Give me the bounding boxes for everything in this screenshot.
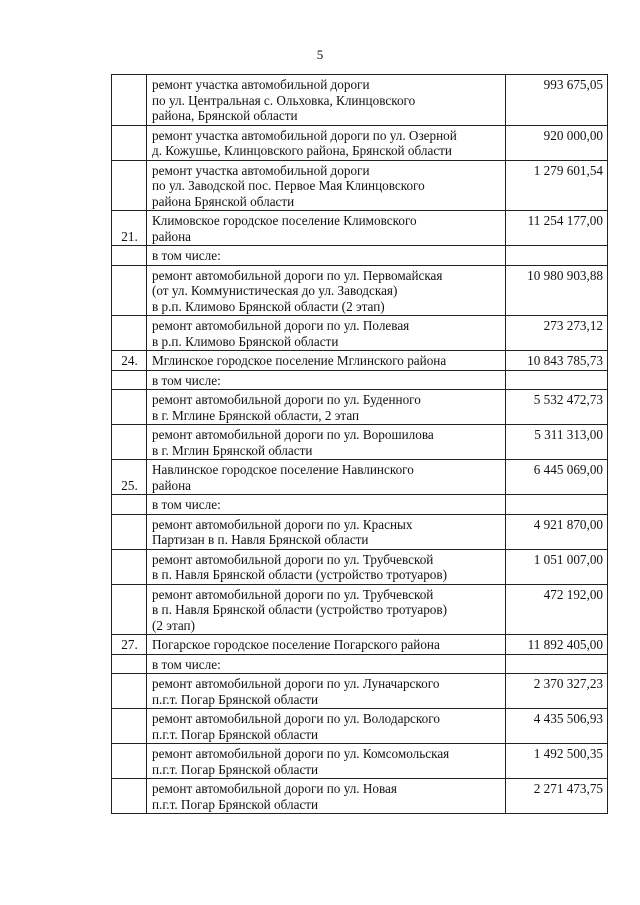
row-amount: 11 892 405,00 <box>506 635 608 655</box>
description-line: в том числе: <box>152 372 221 388</box>
description-line: Климовское городское поселение Климовского <box>152 213 417 228</box>
row-number <box>112 549 147 584</box>
row-amount: 2 271 473,75 <box>506 779 608 814</box>
row-description <box>147 709 506 744</box>
description-line: в п. Навля Брянской области (устройство тротуаров) <box>152 567 448 582</box>
row-number <box>112 246 147 266</box>
row-amount: 472 192,00 <box>506 584 608 635</box>
description-line: ремонт автомобильной дороги по ул. Новая <box>152 781 397 796</box>
table-row <box>112 674 608 709</box>
row-number <box>112 316 147 351</box>
description-line: в р.п. Климово Брянской области <box>152 333 339 349</box>
table-row <box>112 316 608 351</box>
row-description <box>147 514 506 549</box>
description-line: д. Кожушье, Клинцовского района, Брянской области <box>152 143 452 158</box>
row-amount <box>506 246 608 266</box>
table-row <box>112 514 608 549</box>
description-line: п.г.т. Погар Брянской области <box>152 726 319 742</box>
row-number: 27. <box>112 635 147 655</box>
description-line: ремонт участка автомобильной дороги <box>152 77 370 92</box>
row-description <box>147 75 506 126</box>
row-number <box>112 514 147 549</box>
row-amount: 1 492 500,35 <box>506 744 608 779</box>
row-amount <box>506 495 608 515</box>
table-row <box>112 125 608 160</box>
table-row <box>112 549 608 584</box>
description-line: района <box>152 477 192 493</box>
description-line: Навлинское городское поселение Навлинского <box>152 462 414 477</box>
row-number <box>112 425 147 460</box>
description-line: Партизан в п. Навля Брянской области <box>152 532 369 547</box>
description-line: ремонт автомобильной дороги по ул. Ворошилова <box>152 427 434 442</box>
description-line: района <box>152 228 192 244</box>
row-description <box>147 316 506 351</box>
description-line: ремонт автомобильной дороги по ул. Красных <box>152 516 413 532</box>
row-description <box>147 160 506 211</box>
row-number <box>112 265 147 316</box>
row-amount: 273 273,12 <box>506 316 608 351</box>
row-description <box>147 744 506 779</box>
row-amount: 2 370 327,23 <box>506 674 608 709</box>
description-line: ремонт участка автомобильной дороги <box>152 162 370 178</box>
row-amount: 1 051 007,00 <box>506 549 608 584</box>
row-description <box>147 370 506 390</box>
description-line: в том числе: <box>152 656 221 672</box>
description-line: ремонт участка автомобильной дороги по ул. Озерной <box>152 127 457 143</box>
description-line: ремонт автомобильной дороги по ул. Трубчевской <box>152 551 434 567</box>
row-amount <box>506 370 608 390</box>
row-number <box>112 744 147 779</box>
description-line: по ул. Центральная с. Ольховка, Клинцовского <box>152 92 416 108</box>
description-line: ремонт автомобильной дороги по ул. Полевая <box>152 318 410 333</box>
table-row <box>112 160 608 211</box>
description-line: ремонт автомобильной дороги по ул. Луначарского <box>152 676 440 691</box>
description-line: ремонт автомобильной дороги по ул. Комсомольская <box>152 746 450 761</box>
row-amount: 10 843 785,73 <box>506 351 608 371</box>
table-row <box>112 495 608 515</box>
table-row <box>112 709 608 744</box>
table-row <box>112 390 608 425</box>
description-line: ремонт автомобильной дороги по ул. Володарского <box>152 711 440 726</box>
row-number <box>112 390 147 425</box>
row-description <box>147 495 506 515</box>
row-amount: 10 980 903,88 <box>506 265 608 316</box>
description-line: района, Брянской области <box>152 108 298 123</box>
row-description <box>147 779 506 814</box>
description-line: в р.п. Климово Брянской области (2 этап) <box>152 298 385 314</box>
row-number <box>112 779 147 814</box>
description-line: (2 этап) <box>152 617 195 633</box>
table-row <box>112 351 608 371</box>
description-line: п.г.т. Погар Брянской области <box>152 761 319 777</box>
row-description <box>147 549 506 584</box>
row-number <box>112 125 147 160</box>
table-row <box>112 744 608 779</box>
row-number <box>112 674 147 709</box>
row-amount: 920 000,00 <box>506 125 608 160</box>
row-amount: 1 279 601,54 <box>506 160 608 211</box>
table-row <box>112 211 608 246</box>
description-line: Погарское городское поселение Погарского района <box>152 637 440 652</box>
description-line: по ул. Заводской пос. Первое Мая Клинцовского <box>152 178 425 193</box>
description-line: п.г.т. Погар Брянской области <box>152 796 319 812</box>
row-number <box>112 495 147 515</box>
table-row <box>112 265 608 316</box>
row-amount: 993 675,05 <box>506 75 608 126</box>
page-number: 5 <box>316 47 324 62</box>
row-amount: 5 532 472,73 <box>506 390 608 425</box>
description-line: ремонт автомобильной дороги по ул. Буденного <box>152 392 421 407</box>
budget-table <box>111 74 608 814</box>
description-line: района Брянской области <box>152 193 295 209</box>
description-line: в г. Мглине Брянской области, 2 этап <box>152 407 360 423</box>
description-line: ремонт автомобильной дороги по ул. Трубчевской <box>152 586 434 602</box>
row-amount: 4 921 870,00 <box>506 514 608 549</box>
description-line: ремонт автомобильной дороги по ул. Первомайская <box>152 267 443 283</box>
description-line: в том числе: <box>152 248 221 263</box>
row-amount <box>506 654 608 674</box>
row-number <box>112 160 147 211</box>
description-line: (от ул. Коммунистическая до ул. Заводская) <box>152 283 398 298</box>
row-description <box>147 674 506 709</box>
row-amount: 11 254 177,00 <box>506 211 608 246</box>
row-description <box>147 654 506 674</box>
row-description <box>147 460 506 495</box>
description-line: в том числе: <box>152 497 221 512</box>
row-description <box>147 211 506 246</box>
row-description <box>147 635 506 655</box>
row-number <box>112 75 147 126</box>
row-number: 25. <box>112 460 147 495</box>
table-row <box>112 246 608 266</box>
table-row <box>112 425 608 460</box>
table-row <box>112 370 608 390</box>
description-line: п.г.т. Погар Брянской области <box>152 691 319 707</box>
row-description <box>147 390 506 425</box>
budget-table-body <box>112 75 608 814</box>
table-row <box>112 584 608 635</box>
description-line: Мглинское городское поселение Мглинского района <box>152 353 447 368</box>
row-amount: 5 311 313,00 <box>506 425 608 460</box>
row-description <box>147 584 506 635</box>
row-number: 21. <box>112 211 147 246</box>
row-description <box>147 265 506 316</box>
row-amount: 6 445 069,00 <box>506 460 608 495</box>
table-row <box>112 779 608 814</box>
row-description <box>147 425 506 460</box>
row-description <box>147 351 506 371</box>
row-description <box>147 246 506 266</box>
table-row <box>112 635 608 655</box>
row-description <box>147 125 506 160</box>
table-row <box>112 460 608 495</box>
row-number <box>112 709 147 744</box>
row-number <box>112 584 147 635</box>
table-row <box>112 75 608 126</box>
description-line: в п. Навля Брянской области (устройство тротуаров) <box>152 602 448 617</box>
row-number: 24. <box>112 351 147 371</box>
row-amount: 4 435 506,93 <box>506 709 608 744</box>
row-number <box>112 654 147 674</box>
table-row <box>112 654 608 674</box>
description-line: в г. Мглин Брянской области <box>152 442 313 458</box>
row-number <box>112 370 147 390</box>
